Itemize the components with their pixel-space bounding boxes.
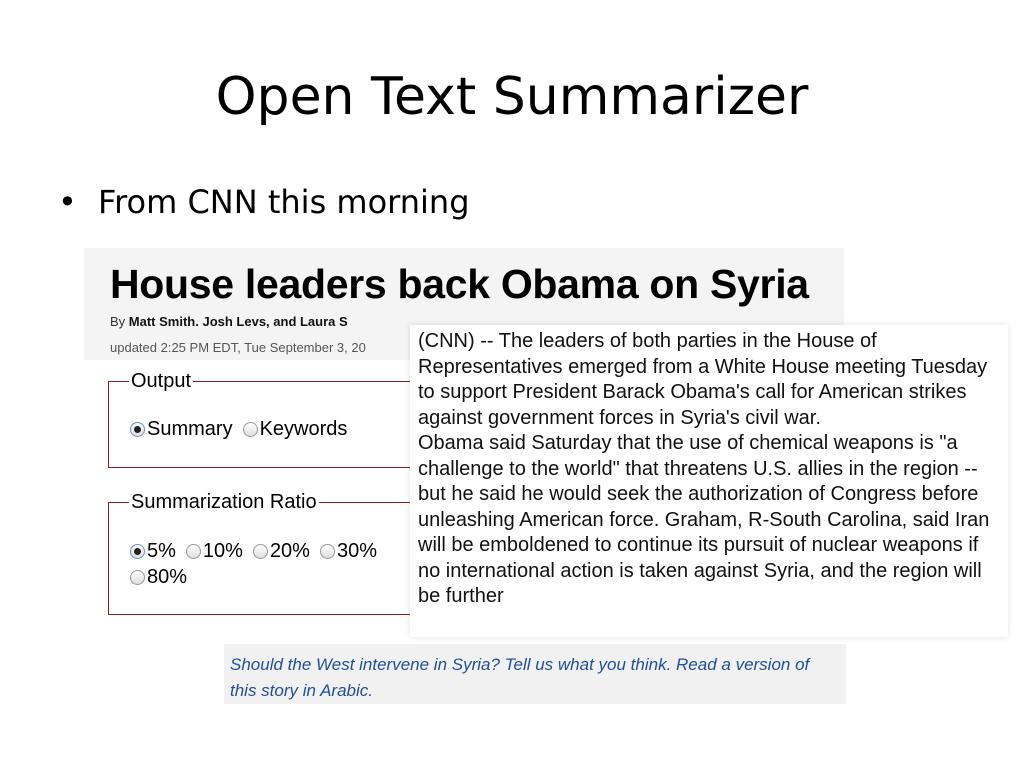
- radio-ratio-10-label: 10%: [202, 540, 243, 562]
- radio-unselected-icon[interactable]: [243, 422, 258, 437]
- radio-ratio-80-label: 80%: [147, 566, 188, 588]
- feedback-link[interactable]: Should the West intervene in Syria? Tell us what you think. Read a version of this story in Arabic.: [230, 655, 810, 700]
- radio-ratio-20-label: 20%: [269, 540, 310, 562]
- radio-unselected-icon[interactable]: [130, 570, 145, 585]
- radio-summary-label: Summary: [147, 418, 233, 440]
- bullet-symbol: •: [58, 183, 77, 221]
- output-options: [130, 418, 357, 441]
- radio-summary[interactable]: [130, 418, 233, 440]
- radio-keywords-label: Keywords: [259, 418, 348, 440]
- radio-unselected-icon[interactable]: [186, 544, 201, 559]
- summary-paragraph-2: Obama said Saturday that the use of chemical weapons is "a challenge to the world" that threatens U.S. allies in the region -- but he said he would seek the authorization of Congress before unleashing American force. Graham, R-South Carolina, said Iran will be emboldened to continue its pursuit of nuclear weapons if no international action is taken against Syria, and the region will be further: [418, 432, 990, 607]
- summary-paragraph-1: (CNN) -- The leaders of both parties in the House of Representatives emerged from a White House meeting Tuesday to support President Barack Obama's call for American strikes against government forces in Syria's civil war.: [418, 330, 988, 429]
- article-byline: [110, 314, 348, 329]
- radio-keywords[interactable]: [243, 418, 348, 440]
- ratio-options-row-1: [130, 540, 387, 563]
- output-legend: Output: [131, 370, 192, 392]
- radio-ratio-20[interactable]: [253, 540, 310, 562]
- bullet-item: [58, 180, 470, 224]
- radio-ratio-10[interactable]: [186, 540, 243, 562]
- summary-output-panel: [410, 325, 1008, 637]
- radio-unselected-icon[interactable]: [320, 544, 335, 559]
- radio-ratio-80[interactable]: [130, 566, 187, 588]
- article-headline[interactable]: House leaders back Obama on Syria: [110, 261, 809, 307]
- radio-ratio-5-label: 5%: [147, 540, 176, 562]
- ratio-options-row-2: [130, 566, 197, 589]
- ratio-legend: Summarization Ratio: [131, 491, 317, 513]
- byline-authors[interactable]: Matt Smith. Josh Levs, and Laura S: [128, 314, 348, 329]
- radio-ratio-30[interactable]: [320, 540, 377, 562]
- radio-selected-icon[interactable]: [130, 422, 145, 437]
- radio-ratio-5[interactable]: [130, 540, 176, 562]
- radio-unselected-icon[interactable]: [253, 544, 268, 559]
- bullet-text: From CNN this morning: [98, 183, 470, 221]
- radio-ratio-30-label: 30%: [336, 540, 377, 562]
- article-updated-timestamp: updated 2:25 PM EDT, Tue September 3, 20: [110, 340, 366, 355]
- byline-prefix: By: [110, 314, 126, 329]
- slide-title: Open Text Summarizer: [215, 67, 809, 127]
- summary-text: [418, 329, 1004, 610]
- radio-selected-icon[interactable]: [130, 544, 145, 559]
